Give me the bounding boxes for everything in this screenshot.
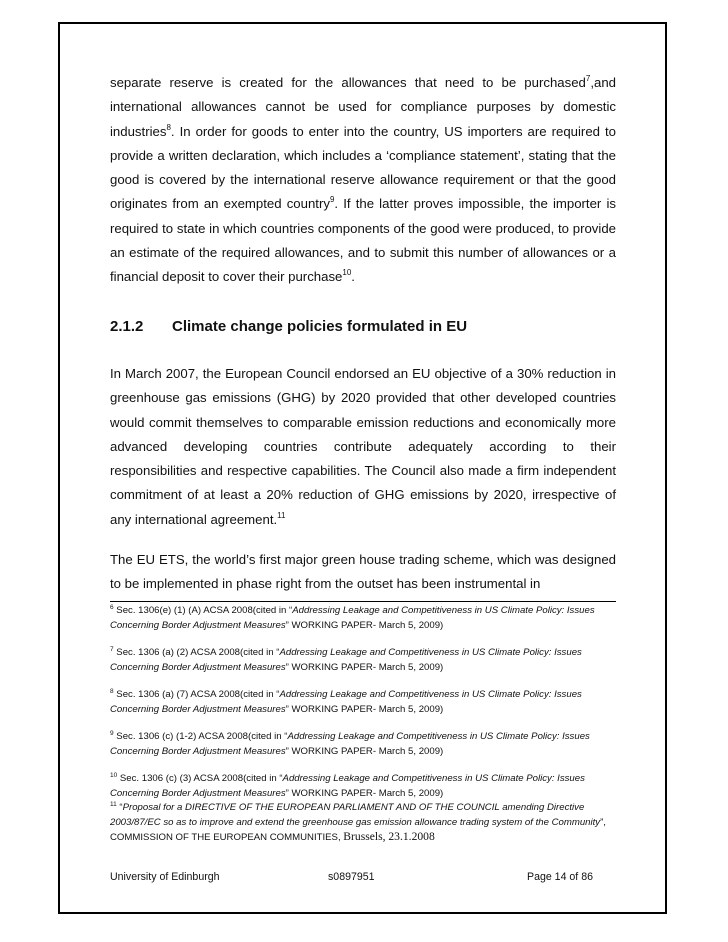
footnote-6: $^6$ Sec. 1306(e) (1) (A) ACSA 2008(cited in “Addressing Leakage and Competitiveness in US Climate Policy: Issues Concerning Border Adjustment Measures” WORKING PAPER- March 5, 2009) bbox=[110, 604, 595, 631]
footnote-ref-9[interactable]: 9 bbox=[329, 195, 335, 205]
footer-page-number: Page 14 of 86 bbox=[527, 871, 593, 883]
footnote-ref-10[interactable]: 10 bbox=[342, 268, 352, 278]
page-footer bbox=[110, 871, 616, 887]
paragraph-european-council: In March 2007, the European Council endorsed an EU objective of a 30% reduction in greenhouse gas emissions (GHG) by 2020 provided that other developed countries would commit themselves to comparable emission reductions and economically more advanced developing countries contribute adequately according to their responsibilities and respective capabilities. The Council also made a firm independent commitment of at least a 20% reduction of GHG emissions by 2020, irrespective of any international agreement.$^{11}$ bbox=[110, 366, 616, 527]
footnote-ref-8[interactable]: 8 bbox=[166, 122, 171, 132]
footnote-8: $^8$ Sec. 1306 (a) (7) ACSA 2008(cited in “Addressing Leakage and Competitiveness in US Climate Policy: Issues Concerning Border Adjustment Measures” WORKING PAPER- March 5, 2009) bbox=[110, 688, 582, 715]
footnotes bbox=[110, 604, 616, 846]
footnote-9: $^9$ Sec. 1306 (c) (1-2) ACSA 2008(cited in “Addressing Leakage and Competitiveness in US Climate Policy: Issues Concerning Border Adjustment Measures” WORKING PAPER- March 5, 2009) bbox=[110, 730, 590, 757]
paragraph-allowances: separate reserve is created for the allowances that need to be purchased$^7$,and international allowances cannot be used for compliance purposes by domestic industries$^8$. In order for goods to enter into the country, US importers are required to provide a written declaration, which includes a ‘compliance statement’, stating that the good is covered by the international reserve allowance requirement or that the good originates from an exempted country$^9$. If the latter proves impossible, the importer is required to state in which countries components of the good were produced, to provide an estimate of the required allowances, and to submit this number of allowances or a financial deposit to cover their purchase$^{10}$. bbox=[110, 74, 616, 285]
footer-university: University of Edinburgh bbox=[110, 871, 220, 883]
paragraph-eu-ets: The EU ETS, the world’s first major green house trading scheme, which was designed to be implemented in phase right from the outset has been instrumental in bbox=[110, 552, 616, 592]
footnote-ref-11[interactable]: 11 bbox=[277, 510, 286, 520]
footer-student-id: s0897951 bbox=[328, 871, 375, 883]
section-heading bbox=[110, 318, 467, 335]
footnote-ref-7[interactable]: 7 bbox=[585, 74, 591, 83]
footnote-7: $^7$ Sec. 1306 (a) (2) ACSA 2008(cited in “Addressing Leakage and Competitiveness in US Climate Policy: Issues Concerning Border Adjustment Measures” WORKING PAPER- March 5, 2009) bbox=[110, 646, 582, 673]
footnote-11: $^{11}$ “Proposal for a DIRECTIVE OF THE EUROPEAN PARLIAMENT AND OF THE COUNCIL amending Directive 2003/87/EC so as to improve and extend the greenhouse gas emission allowance trading system of the Community”, COMMISSION OF THE EUROPEAN COMMUNITIES, Brussels, 23.1.2008 bbox=[110, 801, 606, 843]
footnote-separator bbox=[110, 601, 616, 602]
section-title: Climate change policies formulated in EU bbox=[172, 318, 468, 335]
section-number: 2.1.2 bbox=[110, 318, 144, 335]
footnote-10: $^{10}$ Sec. 1306 (c) (3) ACSA 2008(cited in “Addressing Leakage and Competitiveness in US Climate Policy: Issues Concerning Border Adjustment Measures” WORKING PAPER- March 5, 2009) bbox=[110, 772, 585, 799]
